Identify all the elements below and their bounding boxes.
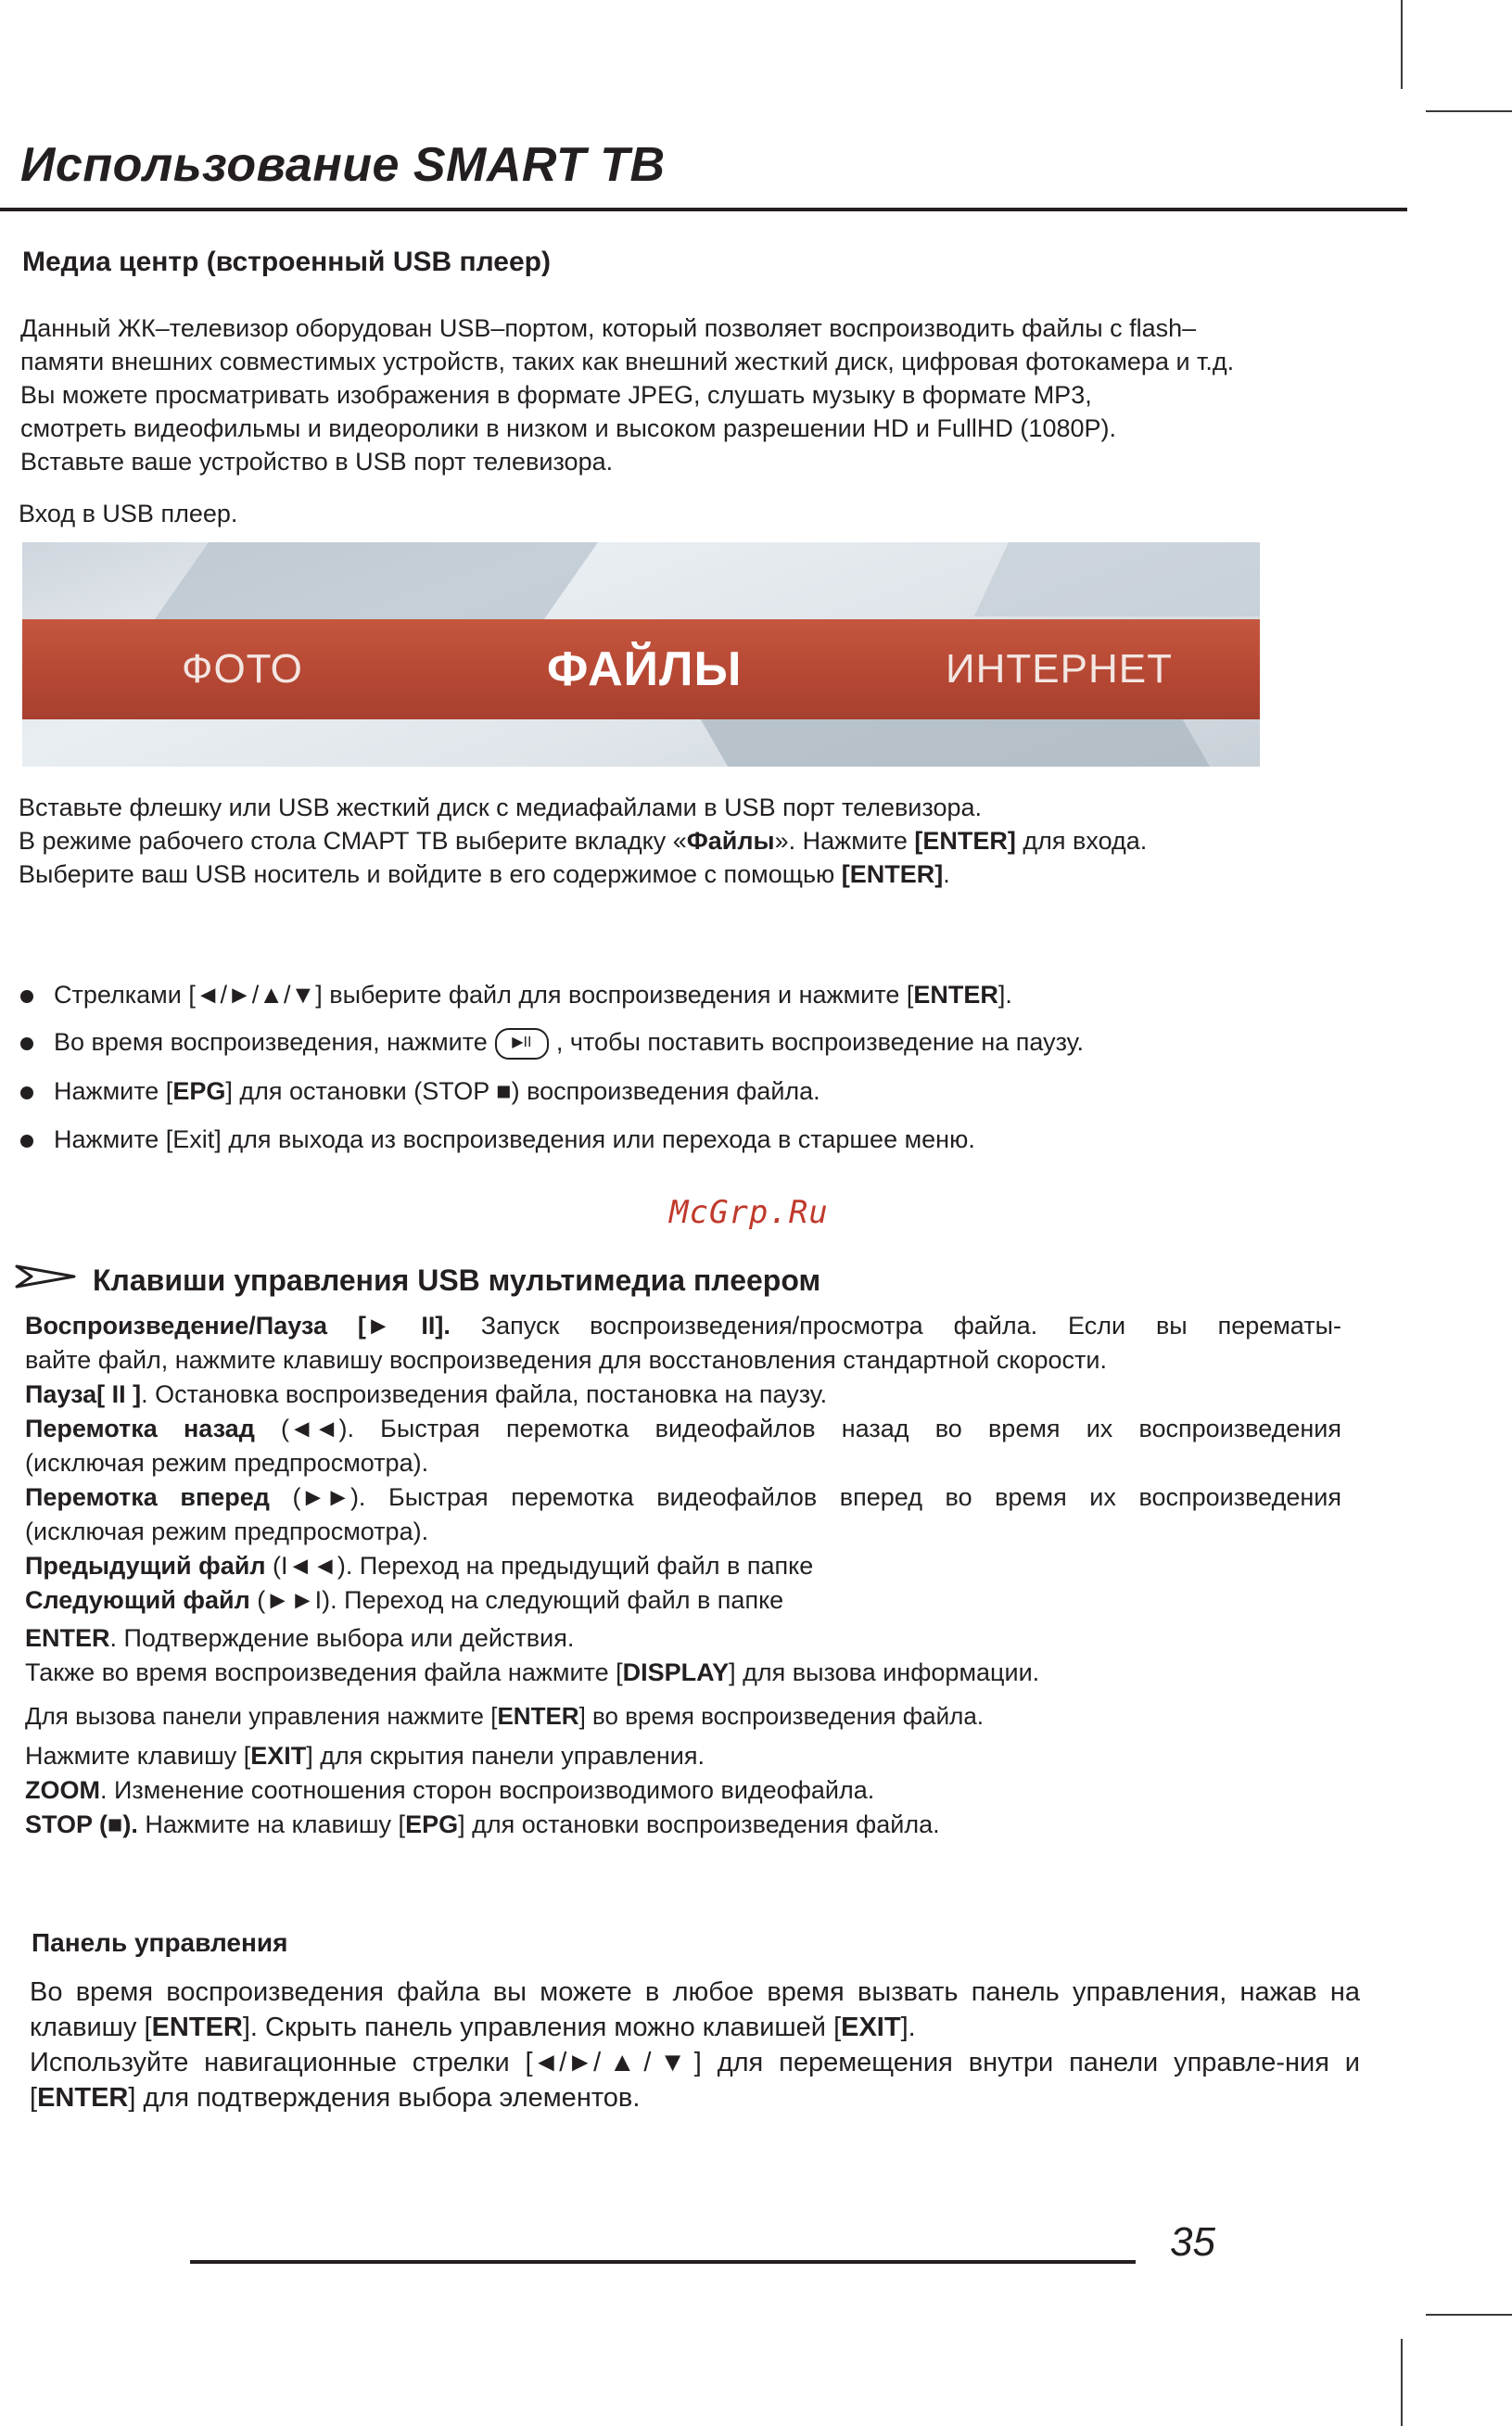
control-panel-text [30,1975,1360,2115]
instruction-line: Вставьте флешку или USB жесткий диск с медиафайлами в USB порт телевизора. [19,794,983,821]
crop-mark-top-vertical [1401,0,1403,89]
key-next-file: Следующий файл (►►I). Переход на следующий файл в папке [25,1586,784,1614]
media-center-heading: Медиа центр (встроенный USB плеер) [22,247,551,277]
intro-line: Вставьте ваше устройство в USB порт телевизора. [20,448,614,476]
crop-mark-bottom-horizontal [1426,2314,1512,2316]
key-rewind-cont: (исключая режим предпросмотра). [25,1449,429,1477]
bullet-icon [20,1037,33,1050]
key-fast-forward: Перемотка вперед (►►). Быстрая перемотка видеофайлов вперед во время их воспроизведения [25,1483,1341,1511]
bullet-item: Во время воспроизведения, нажмите ▶II , чтобы поставить воспроизведение на паузу. [20,1025,1084,1060]
bullet-icon [20,990,33,1003]
watermark: McGrp.Ru [669,1194,829,1231]
key-display: Также во время воспроизведения файла нажмите [DISPLAY] для вызова информации. [25,1658,1040,1686]
tab-internet[interactable]: ИНТЕРНЕТ [946,646,1173,692]
crop-mark-bottom-vertical [1401,2339,1403,2426]
instruction-line: В режиме рабочего стола СМАРТ ТВ выберите вкладку «Файлы». Нажмите [ENTER] для входа. [19,827,1148,855]
instruction-line: Выберите ваш USB носитель и войдите в его содержимое с помощью [ENTER]. [19,860,950,888]
key-fast-forward-cont: (исключая режим предпросмотра). [25,1518,429,1545]
page-title: Использование SMART ТВ [20,138,666,192]
media-center-intro [20,311,1234,478]
bullet-icon [20,1086,33,1099]
title-divider [0,208,1407,211]
key-zoom: ZOOM. Изменение соотношения сторон воспроизводимого видеофайла. [25,1776,875,1804]
footer-divider [190,2260,1136,2264]
intro-line: Данный ЖК–телевизор оборудован USB–портом, который позволяет воспроизводить файлы с flash– [20,314,1197,342]
smart-tv-menu-banner [22,542,1260,767]
key-stop: STOP (■). Нажмите на клавишу [EPG] для остановки воспроизведения файла. [25,1810,940,1838]
menu-tab-bar [22,619,1260,719]
key-pause: Пауза[ II ]. Остановка воспроизведения файла, постановка на паузу. [25,1380,828,1408]
intro-line: Вы можете просматривать изображения в формате JPEG, слушать музыку в формате MP3, [20,381,1092,409]
key-panel-call: Для вызова панели управления нажмите [ENTER] во время воспроизведения файла. [25,1702,985,1730]
intro-line: памяти внешних совместимых устройств, таких как внешний жесткий диск, цифровая фотокамера и т.д. [20,348,1235,375]
control-panel-paragraph: Во время воспроизведения файла вы можете в любое время вызвать панель управления, нажав на клавишу [ENTER]. Скрыть панель управления можно клавишей [EXIT]. [30,1977,1360,2042]
control-panel-paragraph: Используйте навигационные стрелки [◄/►/▲/▼] для перемещения внутри панели управле-ния и [ENTER] для подтверждения выбора элементов. [30,2048,1360,2113]
bullet-item: Нажмите [EPG] для остановки (STOP ■) воспроизведения файла. [20,1074,820,1108]
arrow-bullet-icon [15,1263,76,1295]
crop-mark-top-horizontal [1426,110,1512,112]
key-play-pause: Воспроизведение/Пауза [► II]. Запуск воспроизведения/просмотра файла. Если вы перематы- [25,1312,1341,1340]
key-enter: ENTER. Подтверждение выбора или действия. [25,1624,575,1652]
keys-heading: Клавиши управления USB мультимедиа плеером [93,1264,821,1297]
page-number: 35 [1170,2219,1215,2265]
usb-instructions [19,791,1147,891]
key-exit: Нажмите клавишу [EXIT] для скрытия панели управления. [25,1742,705,1770]
control-panel-heading: Панель управления [32,1928,288,1957]
tab-photo[interactable]: ФОТО [182,646,303,692]
intro-line: смотреть видеофильмы и видеоролики в низком и высоком разрешении HD и FullHD (1080P). [20,414,1116,442]
bullet-item: Нажмите [Exit] для выхода из воспроизведения или перехода в старшее меню. [20,1123,975,1156]
tab-files[interactable]: ФАЙЛЫ [547,642,743,696]
banner-decoration [974,542,1260,616]
bullet-icon [20,1135,33,1148]
usb-entry-label: Вход в USB плеер. [19,500,238,527]
key-previous-file: Предыдущий файл (I◄◄). Переход на предыдущий файл в папке [25,1552,814,1580]
key-play-pause-cont: вайте файл, нажмите клавишу воспроизведения для восстановления стандартной скорости. [25,1346,1107,1374]
keys-description [25,1309,1341,1842]
play-pause-icon: ▶II [495,1028,549,1060]
bullet-item: Стрелками [◄/►/▲/▼] выберите файл для воспроизведения и нажмите [ENTER]. [20,978,1012,1011]
key-rewind: Перемотка назад (◄◄). Быстрая перемотка видеофайлов назад во время их воспроизведения [25,1415,1342,1442]
